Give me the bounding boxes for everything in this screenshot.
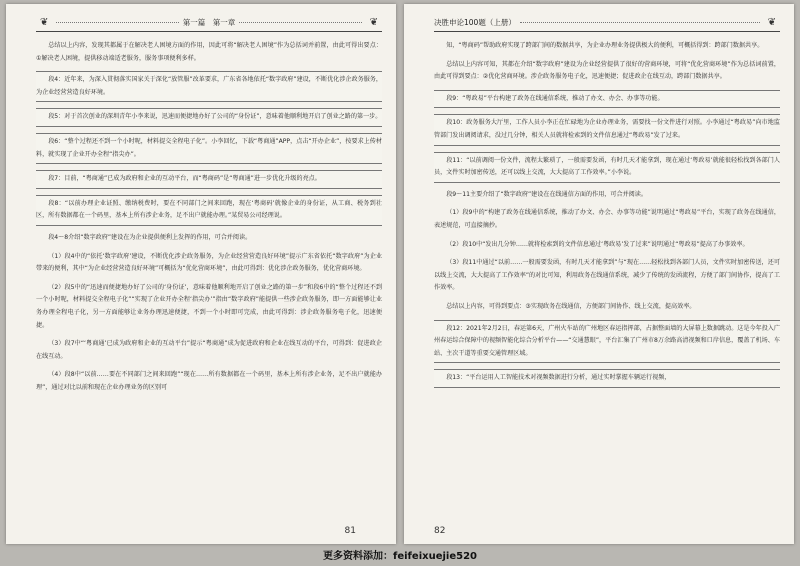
quoted-material-paragraph: 段6：“整个过程还不到一个小时呢，材料提交全程电子化”。小李回忆，下载“粤商通”APP，点击“开办企业”，按要求上传材料，就实现了企业开办全程“指尖办”。 [36,133,382,164]
ornament-icon: ❦ [369,16,378,28]
analysis-paragraph: （1）段9中的“构建了政务在线通信系统，推动了办文、办会、办事等功能”说明通过“粤政易”平台，实现了政务在线通信，表述规范，可直接摘抄。 [434,209,780,229]
right-page [404,4,794,544]
quoted-material-paragraph: 段7：目前，“粤商通”已成为政府和企业的互动平台，而“粤商码”是“粤商通”进一步优化升级的亮点。 [36,170,382,189]
analysis-paragraph: 知，“粤商码”帮助政府实现了跨部门间的数据共享，为企业办理业务提供极大的便利，可概括得到：跨部门数据共享。 [446,42,764,49]
quoted-material-paragraph: 段12：2021年2月2日，春运第6天，广州火车站的广州地区春运指挥部，占据整面墙的大屏幕上数据跳动。这是今年投入广州春运综合保障中的视频智能化综合分析平台——“交通慧眼”，平台汇集了广州市8万余路高清视频和口岸信息，覆盖了机场、车站、主次干道等重要交通管理区域。 [434,320,780,364]
book-spread [6,4,794,544]
header-rule [36,31,382,32]
quoted-material-paragraph: 段11：“以前调阅一份文件，流程太繁琐了，一般需要发函，有时几天才能拿到，现在通过‘粤政易’就能很轻松找到各部门人员，文件实时加密传送，还可以线上交流，大大提高了工作效率。”小李说。 [434,152,780,183]
analysis-paragraph: 总结以上内容，发现其都属于在解决老人困境方面的作用，因此可将“解决老人困境”作为总括词并前置，由此可得出要点：①解决老人困境，提供移动端适老服务，服务事项便利多样。 [36,42,382,62]
analysis-paragraph: 总结以上内容，可得到要点：③实现政务在线通信，方便部门间协作、线上交流，提高效率。 [446,302,696,310]
header-decoration [56,22,178,23]
analysis-paragraph: （3）段7中“‘粤商通’已成为政府和企业的互动平台”提示“粤商通”成为促进政府和企业在线互动的平台，可得到：促进政企在线互动。 [36,340,382,360]
left-header-title: 第一篇 第一章 [182,17,236,27]
right-page-number: 82 [434,526,446,536]
analysis-paragraph: 段4～8介绍“数字政府”建设在为企业提供便利上发挥的作用，可合并阅读。 [48,233,252,241]
right-page-body [434,40,780,394]
quoted-material-paragraph: 段8：“以前办理企业证照、缴纳税费时，要在不同部门之间来回跑，现在‘粤商码’就像企业的身份证，从工商、税务到社区，所有数据都在一个码里，基本上所有涉企业务，足不出户就能办理。”某贸易公司经理说。 [36,195,382,226]
analysis-paragraph: （2）段5中的“迅速而便捷地办好了公司的‘身份证’，意味着他顺利地开启了创业之路的第一步”和段6中的“整个过程还不到一个小时呢，材料提交全程电子化”“实现了企业开办全程‘指尖办’”指由“数字政府”能提供一些涉企政务服务，即一方面能够让业务办理全程电子化，另一方面能够让业务办理迅速便捷，不到一个小时即可完成，由此可得到：涉企政务服务电子化，迅速便捷。 [36,283,382,329]
header-decoration [520,22,760,23]
analysis-paragraph: 段9～11主要介绍了“数字政府”建设在在线通信方面的作用，可合并阅读。 [446,190,647,198]
quoted-material-paragraph: 段9：“粤政易”平台构建了政务在线通信系统，推动了办文、办会、办事等功能。 [434,90,780,109]
quoted-material-paragraph: 段10：政务服务大厅里，工作人员小李正在忙碌地为企业办理业务，需要找一份文件进行对照。小李通过“粤政易”向市地监管部门发出调阅请求，没过几分钟，相关人员就将检索到的文件信息通过“粤政易”发了过来。 [434,114,780,145]
analysis-paragraph: 总结以上内容可知，其都在介绍“数字政府”建设为企业经营提供了很好的营商环境，可将“优化营商环境”作为总括词前置，由此可得到要点：②优化营商环境。涉企政务服务电子化，迅速便捷；促进政企在线互动，跨部门数据共享。 [434,60,780,81]
footer-contact-text: 更多资料添加：feifeixuejie520 [323,551,477,562]
quoted-material-paragraph: 段13：“平台运用人工智能技术对视频数据进行分析，通过实时掌握车辆运行视频， [434,369,780,388]
analysis-paragraph: （3）段11中通过“以前……一般需要发函，有时几天才能拿到”与“现在……轻松找到各部门人员，文件实时加密传送，还可以线上交流，大大提高了工作效率”的对比可知，利用政务在线通信系统，减少了传统的发函流程，方便了部门间协作，提高了工作效率。 [434,259,780,292]
header-rule [434,31,780,32]
analysis-paragraph: （1）段4中的“依托‘数字政府’建设，不断优化涉企政务服务，为企业经营营造良好环境”提示广东省依托“数字政府”为企业带来的便利，其中“为企业经营营造良好环境”可概括为“优化营商环境”，由此可得到：优化涉企政务服务，优化营商环境。 [36,252,382,273]
right-page-header [434,12,780,32]
ornament-icon: ❦ [767,16,776,28]
header-decoration [239,22,361,23]
left-page [6,4,396,544]
right-header-title: 决胜申论100题（上册） [434,17,516,27]
left-page-number: 81 [344,526,356,536]
quoted-material-paragraph: 段5：对于首次创业的深圳青年小李来说，迅速而便捷地办好了公司的“身份证”，意味着他顺利地开启了创业之路的第一步。 [36,108,382,127]
ornament-icon: ❦ [40,16,49,28]
analysis-paragraph: （4）段8中“以前……要在不同部门之间来回跑”“现在……所有数据都在一个码里，基本上所有涉企业务，足不出户就能办理”，通过对比以前和现在企业办理业务的区别可 [36,371,382,391]
quoted-material-paragraph: 段4：近年来，为深入贯彻落实国家关于深化“放管服”改革要求，广东省各地依托“数字政府”建设，不断优化涉企政务服务，为企业经营营造良好环境。 [36,71,382,102]
left-page-body [36,40,382,400]
analysis-paragraph: （2）段10中“发出几分钟……就将检索到的文件信息通过‘粤政易’发了过来”说明通过“粤政易”提高了办事效率。 [446,240,749,248]
left-page-header [36,12,382,32]
